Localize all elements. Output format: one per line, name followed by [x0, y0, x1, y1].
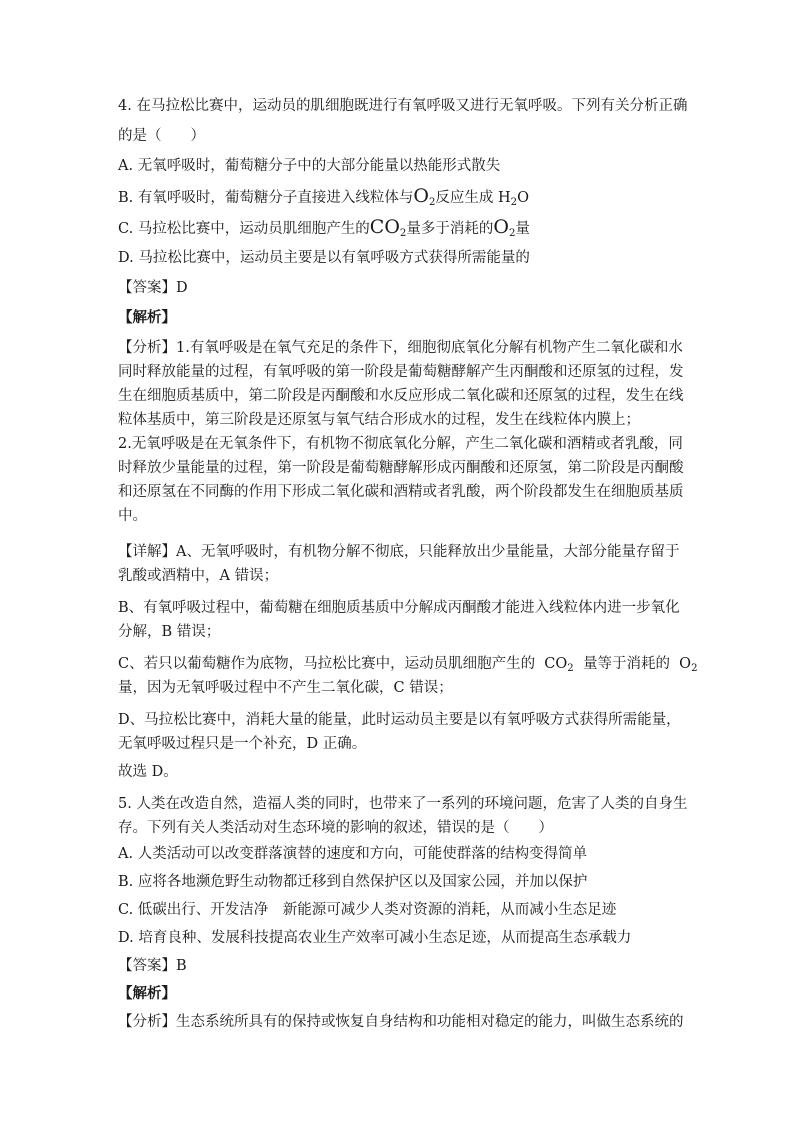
q5-answer: 【答案】B	[118, 958, 187, 974]
q4-analysis-line8: 中。	[118, 508, 147, 524]
q4-analysis-line5: 2.无氧呼吸是在无氧条件下，有机物不彻底氧化分解，产生二氧化碳和酒精或者乳酸，同	[118, 436, 683, 452]
q4-analysis-line3: 生在细胞质基质中，第二阶段是丙酮酸和水反应形成二氧化碳和还原氢的过程，发生在线	[118, 388, 684, 404]
q4-detail-line3: B、有氧呼吸过程中，葡萄糖在细胞质基质中分解成丙酮酸才能进入线粒体内进一步氧化	[118, 600, 680, 616]
q4-detail-line6: 量，因为无氧呼吸过程中不产生二氧化碳，C 错误；	[118, 680, 453, 696]
q4-detail-line5-text-2: 量等于消耗的 O	[573, 656, 692, 672]
q4-analysis-line1: 【分析】1.有氧呼吸是在氧气充足的条件下，细胞彻底氧化分解有机物产生二氧化碳和水	[118, 340, 683, 356]
q5-option-a: A. 人类活动可以改变群落演替的速度和方向，可能使群落的结构变得简单	[118, 846, 588, 862]
q4-option-c-text-3: 量	[515, 221, 530, 237]
q4-detail-line1: 【详解】A、无氧呼吸时，有机物分解不彻底，只能释放出少量能量，大部分能量存留于	[118, 544, 680, 560]
q5-option-d: D. 培育良种、发展科技提高农业生产效率可减小生态足迹，从而提高生态承载力	[118, 930, 632, 946]
co2-symbol: CO	[369, 216, 400, 238]
q4-analysis-line6: 时释放少量能量的过程，第一阶段是葡萄糖酵解形成丙酮酸和还原氢，第二阶段是丙酮酸	[118, 460, 684, 476]
q4-option-c-text: C. 马拉松比赛中，运动员肌细胞产生的	[118, 221, 370, 237]
subscript: 2	[399, 228, 407, 240]
oxygen-symbol: O	[413, 185, 429, 207]
q5-stem-line2: 存。下列有关人类活动对生态环境的影响的叙述，错误的是（ ）	[118, 820, 553, 836]
q4-analysis-line7: 和还原氢在不同酶的作用下形成二氧化碳和酒精或者乳酸，两个阶段都发生在细胞质基质	[118, 484, 684, 500]
q4-analysis-heading: 【解析】	[118, 309, 176, 326]
q4-analysis-line2: 同时释放能量的过程，有氧呼吸的第一阶段是葡萄糖酵解产生丙酮酸和还原氢的过程，发	[118, 364, 684, 380]
subscript: 2	[691, 663, 698, 675]
q4-detail-line2: 乳酸或酒精中，A 错误；	[118, 568, 279, 584]
q4-choose: 故选 D。	[118, 764, 178, 780]
q4-detail-line5-text: C、若只以葡萄糖作为底物，马拉松比赛中，运动员肌细胞产生的 CO	[118, 656, 568, 672]
q4-detail-line5	[118, 654, 698, 674]
q5-analysis-heading: 【解析】	[118, 985, 176, 1002]
q5-option-c: C. 低碳出行、开发洁净 新能源可减少人类对资源的消耗，从而减小生态足迹	[118, 902, 617, 918]
q4-stem-line1: 4. 在马拉松比赛中，运动员的肌细胞既进行有氧呼吸又进行无氧呼吸。下列有关分析正确	[118, 98, 688, 114]
q5-stem-line1: 5. 人类在改造自然，造福人类的同时，也带来了一系列的环境问题，危害了人类的自身生	[118, 796, 688, 812]
q4-option-b-text-2: 反应生成 H	[435, 190, 511, 206]
q4-detail-line8: 无氧呼吸过程只是一个补充，D 正确。	[118, 736, 367, 752]
q4-stem-line2: 的是（ ）	[118, 128, 205, 144]
q4-analysis-line4: 粒体基质中，第三阶段是还原氢与氧气结合形成水的过程，发生在线粒体内膜上；	[118, 412, 640, 428]
q4-detail-line7: D、马拉松比赛中，消耗大量的能量，此时运动员主要是以有氧呼吸方式获得所需能量，	[118, 712, 681, 728]
q4-option-d: D. 马拉松比赛中，运动员主要是以有氧呼吸方式获得所需能量的	[118, 250, 530, 266]
oxygen-symbol: O	[493, 216, 509, 238]
q4-option-c-text-2: 量多于消耗的	[406, 221, 494, 237]
q4-option-b	[118, 186, 529, 208]
q4-option-b-text-3: O	[517, 190, 530, 206]
q5-option-b: B. 应将各地濒危野生动物都迁移到自然保护区以及国家公园，并加以保护	[118, 874, 588, 890]
subscript: 2	[428, 197, 436, 209]
subscript: 2	[567, 663, 574, 675]
subscript: 2	[508, 228, 516, 240]
q4-answer: 【答案】D	[118, 280, 188, 296]
q5-analysis-line1: 【分析】生态系统所具有的保持或恢复自身结构和功能相对稳定的能力，叫做生态系统的	[118, 1014, 684, 1030]
q4-option-c	[118, 217, 530, 239]
q4-detail-line4: 分解，B 错误；	[118, 624, 221, 640]
q4-option-b-text: B. 有氧呼吸时，葡萄糖分子直接进入线粒体与	[118, 190, 414, 206]
q4-option-a: A. 无氧呼吸时，葡萄糖分子中的大部分能量以热能形式散失	[118, 158, 501, 174]
subscript: 2	[510, 197, 518, 209]
